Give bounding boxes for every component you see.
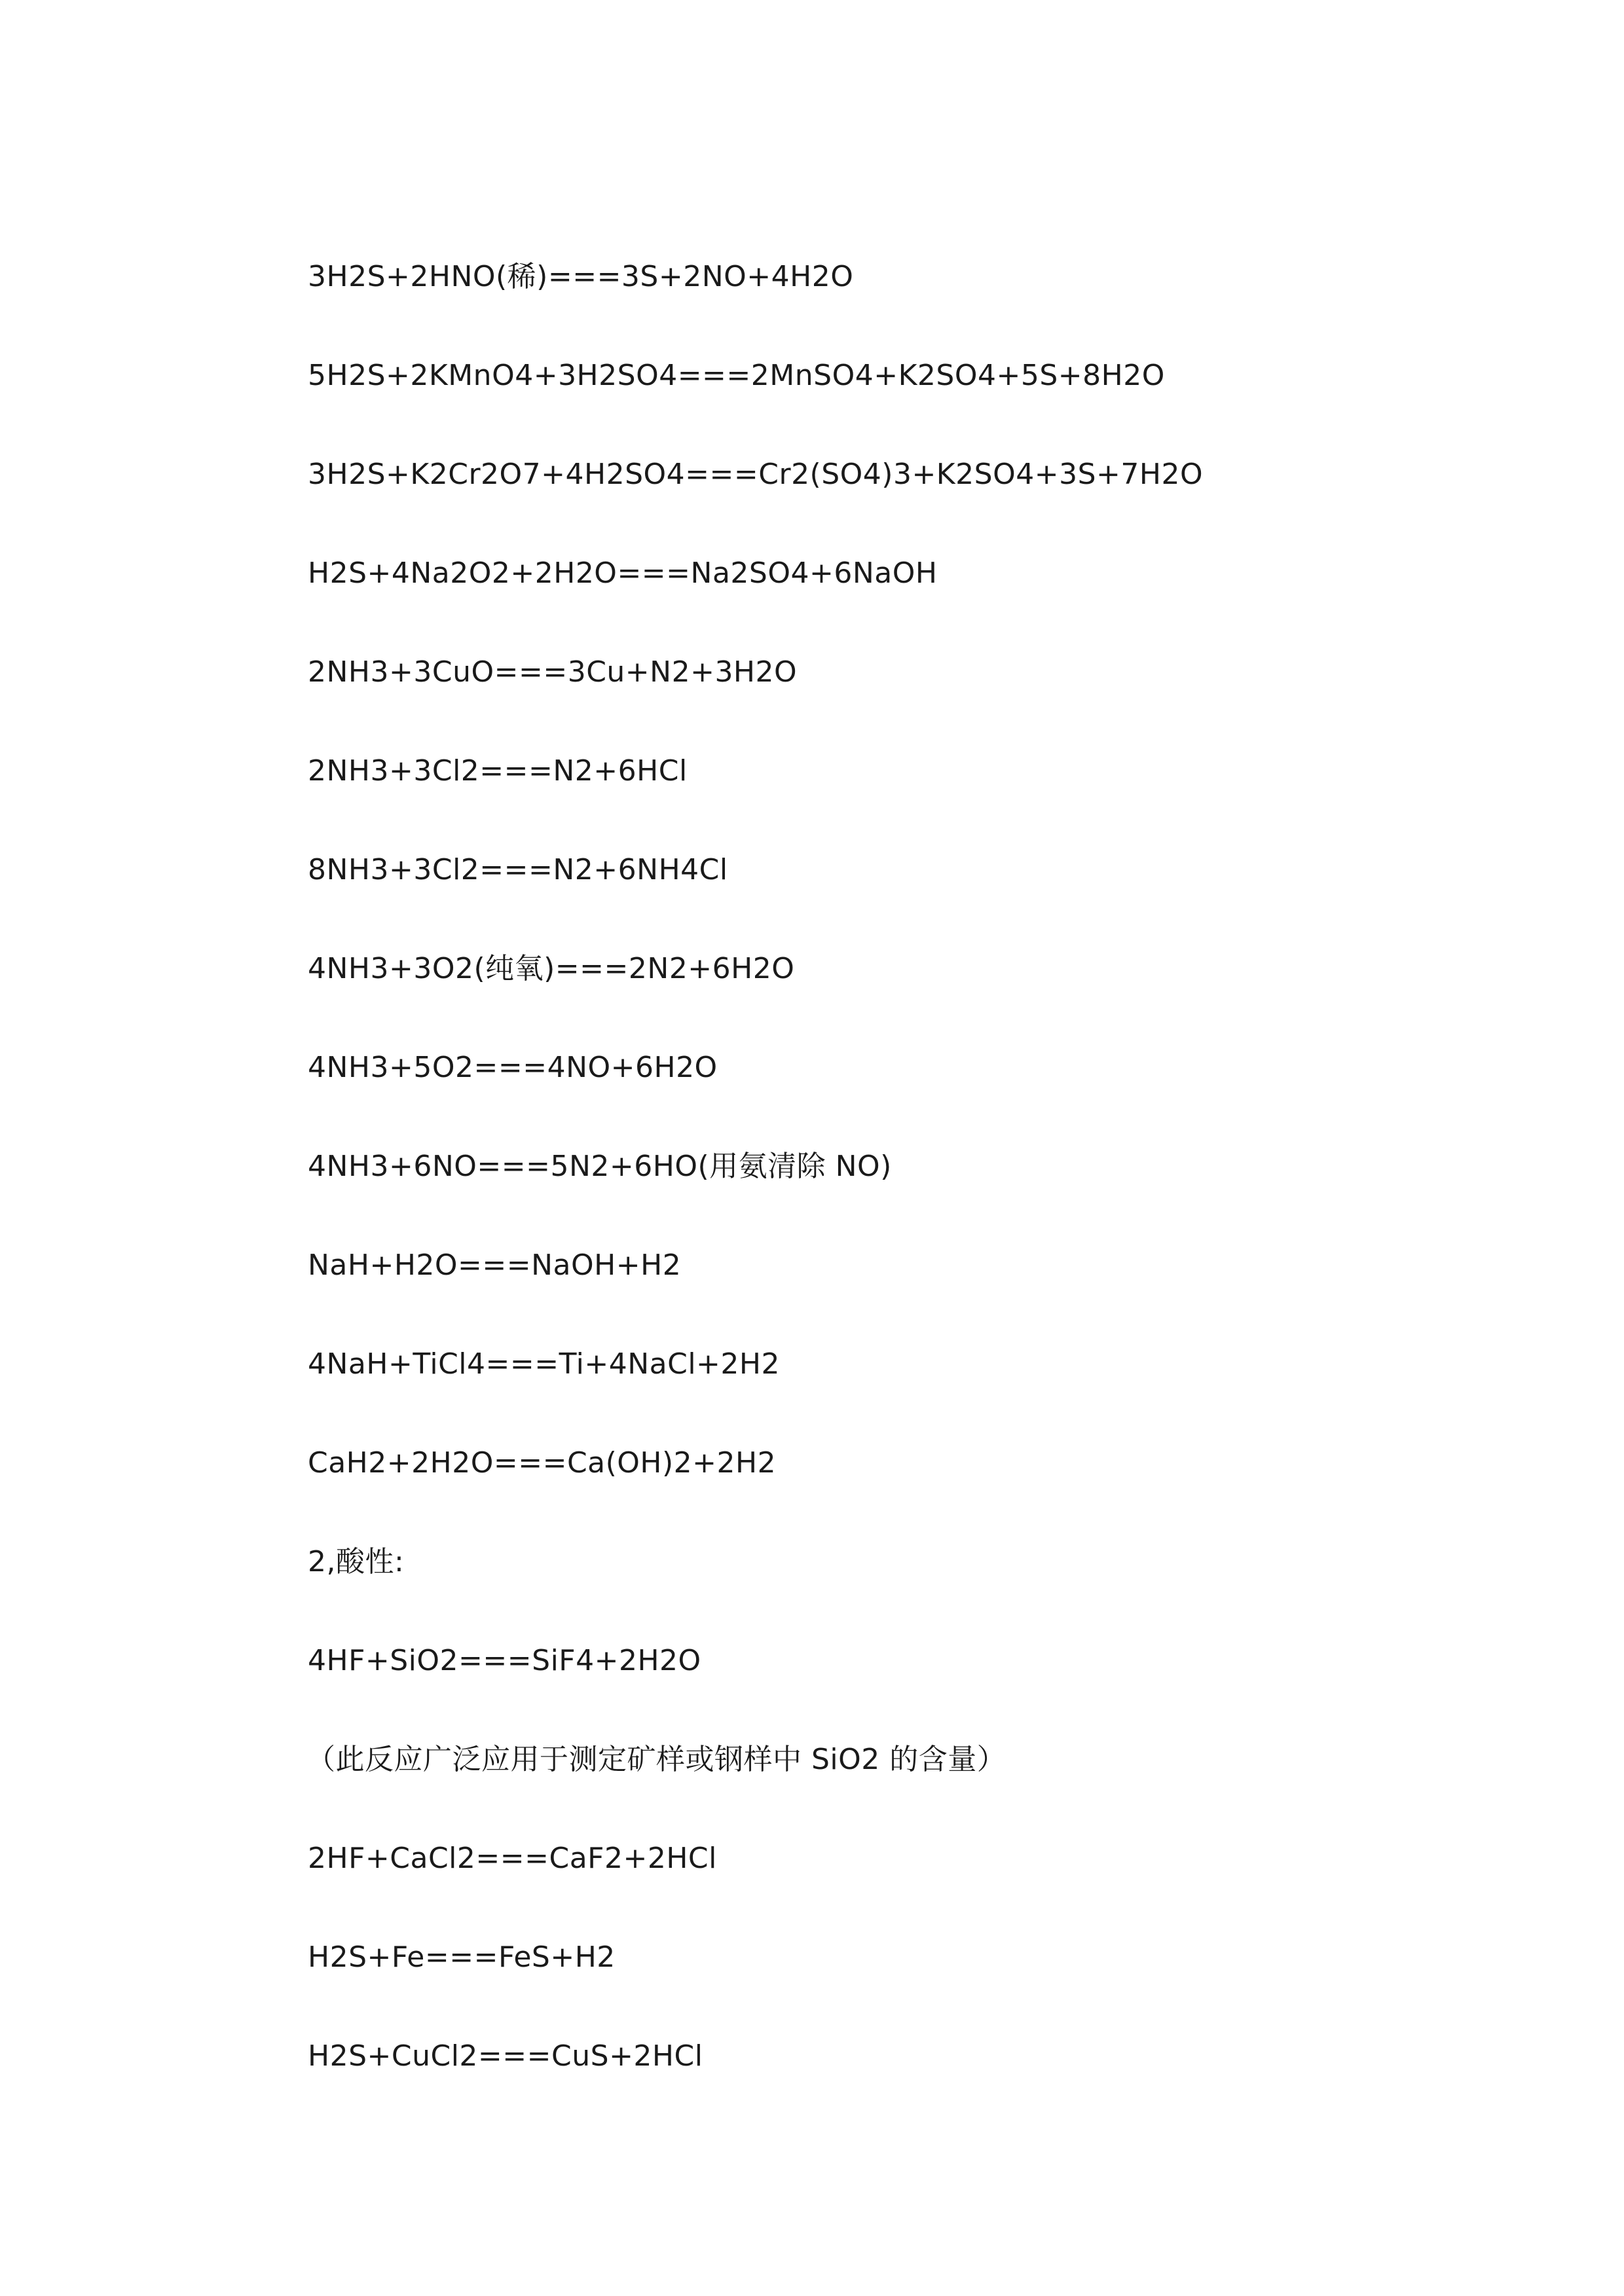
equation-line: H2S+CuCl2===CuS+2HCl <box>308 2039 703 2073</box>
equation-line: 4NH3+3O2(纯氧)===2N2+6H2O <box>308 952 795 985</box>
section-heading: 2,酸性: <box>308 1545 405 1578</box>
equation-line: H2S+4Na2O2+2H2O===Na2SO4+6NaOH <box>308 556 938 590</box>
equation-line: 4NaH+TiCl4===Ti+4NaCl+2H2 <box>308 1347 780 1381</box>
equation-line: NaH+H2O===NaOH+H2 <box>308 1248 682 1282</box>
equation-note: （此反应广泛应用于测定矿样或钢样中 SiO2 的含量） <box>306 1743 1006 1776</box>
equation-line: 2HF+CaCl2===CaF2+2HCl <box>308 1842 717 1875</box>
equation-line: 5H2S+2KMnO4+3H2SO4===2MnSO4+K2SO4+5S+8H2O <box>308 359 1165 392</box>
equation-line: 8NH3+3Cl2===N2+6NH4Cl <box>308 853 728 886</box>
equation-line: 4HF+SiO2===SiF4+2H2O <box>308 1644 701 1677</box>
equation-list <box>308 247 1552 2126</box>
equation-line: 4NH3+5O2===4NO+6H2O <box>308 1051 718 1084</box>
equation-line: CaH2+2H2O===Ca(OH)2+2H2 <box>308 1446 777 1480</box>
equation-line: 2NH3+3Cl2===N2+6HCl <box>308 754 688 788</box>
equation-line: H2S+Fe===FeS+H2 <box>308 1941 616 1974</box>
equation-line: 2NH3+3CuO===3Cu+N2+3H2O <box>308 655 798 689</box>
equation-line: 3H2S+K2Cr2O7+4H2SO4===Cr2(SO4)3+K2SO4+3S+7H2O <box>308 458 1204 491</box>
equation-line: 3H2S+2HNO(稀)===3S+2NO+4H2O <box>308 260 854 293</box>
equation-line: 4NH3+6NO===5N2+6HO(用氨清除 NO) <box>308 1150 892 1183</box>
